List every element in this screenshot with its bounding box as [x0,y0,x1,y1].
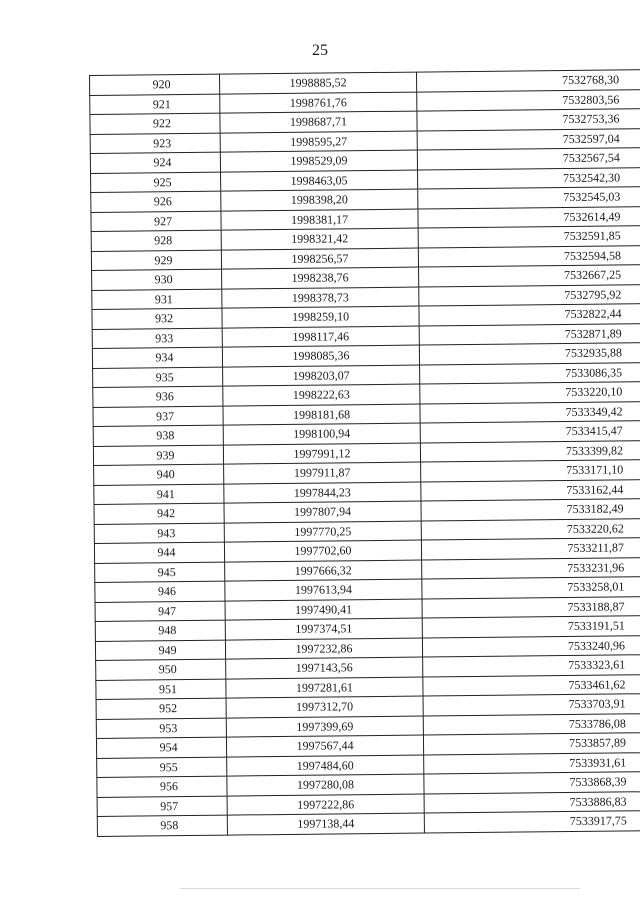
y-coordinate-cell: 7532591,85 [418,225,640,247]
page-number: 25 [312,42,328,59]
y-coordinate-cell: 7533188,87 [422,596,640,618]
point-number-cell: 940 [94,464,224,485]
y-coordinate-cell: 7533231,96 [422,557,640,579]
point-number-cell: 946 [95,581,225,602]
x-coordinate-cell: 1997844,23 [224,482,421,504]
y-coordinate-cell: 7533220,10 [420,381,640,403]
point-number-cell: 935 [93,367,223,388]
page-bottom-edge [180,888,580,889]
point-number-cell: 933 [92,328,222,349]
x-coordinate-cell: 1998381,17 [221,209,418,231]
point-number-cell: 947 [95,601,225,622]
y-coordinate-cell: 7532614,49 [418,206,640,228]
x-coordinate-cell: 1997143,56 [226,657,423,679]
y-coordinate-cell: 7532594,58 [418,245,640,267]
x-coordinate-cell: 1997702,60 [224,540,421,562]
x-coordinate-cell: 1997312,70 [226,696,423,718]
y-coordinate-cell: 7533931,61 [424,752,640,774]
y-coordinate-cell: 7533461,62 [423,674,640,696]
y-coordinate-cell: 7532768,30 [416,69,640,91]
x-coordinate-cell: 1997770,25 [224,521,421,543]
y-coordinate-cell: 7533415,47 [420,420,640,442]
point-number-cell: 939 [93,445,223,466]
y-coordinate-cell: 7532567,54 [417,147,640,169]
point-number-cell: 936 [93,386,223,407]
x-coordinate-cell: 1998256,57 [221,248,418,270]
coordinates-table [89,69,640,836]
point-number-cell: 950 [96,659,226,680]
x-coordinate-cell: 1997613,94 [225,579,422,601]
x-coordinate-cell: 1997399,69 [226,716,423,738]
y-coordinate-cell: 7532667,25 [419,264,640,286]
x-coordinate-cell: 1997567,44 [226,735,423,757]
y-coordinate-cell: 7533182,49 [421,498,640,520]
y-coordinate-cell: 7533162,44 [421,479,640,501]
x-coordinate-cell: 1997280,08 [227,774,424,796]
y-coordinate-cell: 7532871,89 [419,323,640,345]
point-number-cell: 934 [92,347,222,368]
y-coordinate-cell: 7533886,83 [424,791,640,813]
y-coordinate-cell: 7533399,82 [420,440,640,462]
y-coordinate-cell: 7533786,08 [423,713,640,735]
y-coordinate-cell: 7532545,03 [418,186,640,208]
x-coordinate-cell: 1998398,20 [221,189,418,211]
x-coordinate-cell: 1997807,94 [224,501,421,523]
x-coordinate-cell: 1997374,51 [225,618,422,640]
coordinates-table-body [90,69,640,835]
y-coordinate-cell: 7533191,51 [422,615,640,637]
y-coordinate-cell: 7532753,36 [417,108,640,130]
point-number-cell: 944 [94,542,224,563]
x-coordinate-cell: 1998259,10 [222,306,419,328]
point-number-cell: 932 [92,308,222,329]
x-coordinate-cell: 1997232,86 [225,638,422,660]
y-coordinate-cell: 7532542,30 [418,167,640,189]
x-coordinate-cell: 1998687,71 [220,111,417,133]
x-coordinate-cell: 1997991,12 [223,443,420,465]
point-number-cell: 923 [90,133,220,154]
point-number-cell: 922 [90,113,220,134]
point-number-cell: 927 [91,211,221,232]
x-coordinate-cell: 1997281,61 [226,677,423,699]
point-number-cell: 926 [91,191,221,212]
y-coordinate-cell: 7533323,61 [423,654,640,676]
point-number-cell: 938 [93,425,223,446]
x-coordinate-cell: 1998761,76 [220,92,417,114]
point-number-cell: 924 [90,152,220,173]
x-coordinate-cell: 1998238,76 [222,267,419,289]
point-number-cell: 956 [97,776,227,797]
x-coordinate-cell: 1997138,44 [227,813,424,835]
point-number-cell: 925 [91,172,221,193]
y-coordinate-cell: 7533917,75 [424,810,640,832]
y-coordinate-cell: 7532935,88 [419,342,640,364]
x-coordinate-cell: 1998321,42 [221,228,418,250]
y-coordinate-cell: 7533171,10 [421,459,640,481]
y-coordinate-cell: 7533857,89 [423,732,640,754]
point-number-cell: 948 [95,620,225,641]
point-number-cell: 930 [92,269,222,290]
y-coordinate-cell: 7532803,56 [417,89,640,111]
y-coordinate-cell: 7533868,39 [424,771,640,793]
y-coordinate-cell: 7533349,42 [420,401,640,423]
x-coordinate-cell: 1998529,09 [220,150,417,172]
point-number-cell: 949 [95,640,225,661]
point-number-cell: 941 [94,484,224,505]
y-coordinate-cell: 7533086,35 [420,362,640,384]
y-coordinate-cell: 7532597,04 [417,128,640,150]
y-coordinate-cell: 7533211,87 [421,537,640,559]
point-number-cell: 955 [97,757,227,778]
x-coordinate-cell: 1998378,73 [222,287,419,309]
x-coordinate-cell: 1998885,52 [219,72,416,94]
point-number-cell: 942 [94,503,224,524]
point-number-cell: 957 [97,796,227,817]
x-coordinate-cell: 1998181,68 [223,404,420,426]
y-coordinate-cell: 7533703,91 [423,693,640,715]
x-coordinate-cell: 1997222,86 [227,794,424,816]
x-coordinate-cell: 1997490,41 [225,599,422,621]
x-coordinate-cell: 1997666,32 [225,560,422,582]
point-number-cell: 943 [94,523,224,544]
x-coordinate-cell: 1998100,94 [223,423,420,445]
x-coordinate-cell: 1997484,60 [227,755,424,777]
point-number-cell: 952 [96,698,226,719]
x-coordinate-cell: 1998203,07 [223,365,420,387]
y-coordinate-cell: 7533240,96 [422,635,640,657]
point-number-cell: 931 [92,289,222,310]
x-coordinate-cell: 1997911,87 [224,462,421,484]
y-coordinate-cell: 7532822,44 [419,303,640,325]
point-number-cell: 937 [93,406,223,427]
point-number-cell: 945 [95,562,225,583]
x-coordinate-cell: 1998085,36 [222,345,419,367]
point-number-cell: 921 [90,94,220,115]
x-coordinate-cell: 1998463,05 [221,170,418,192]
point-number-cell: 920 [90,74,220,95]
point-number-cell: 929 [91,250,221,271]
x-coordinate-cell: 1998222,63 [223,384,420,406]
x-coordinate-cell: 1998117,46 [222,326,419,348]
point-number-cell: 951 [96,679,226,700]
point-number-cell: 958 [97,815,227,836]
point-number-cell: 928 [91,230,221,251]
y-coordinate-cell: 7532795,92 [419,284,640,306]
point-number-cell: 954 [96,737,226,758]
y-coordinate-cell: 7533258,01 [422,576,640,598]
y-coordinate-cell: 7533220,62 [421,518,640,540]
x-coordinate-cell: 1998595,27 [220,131,417,153]
point-number-cell: 953 [96,718,226,739]
